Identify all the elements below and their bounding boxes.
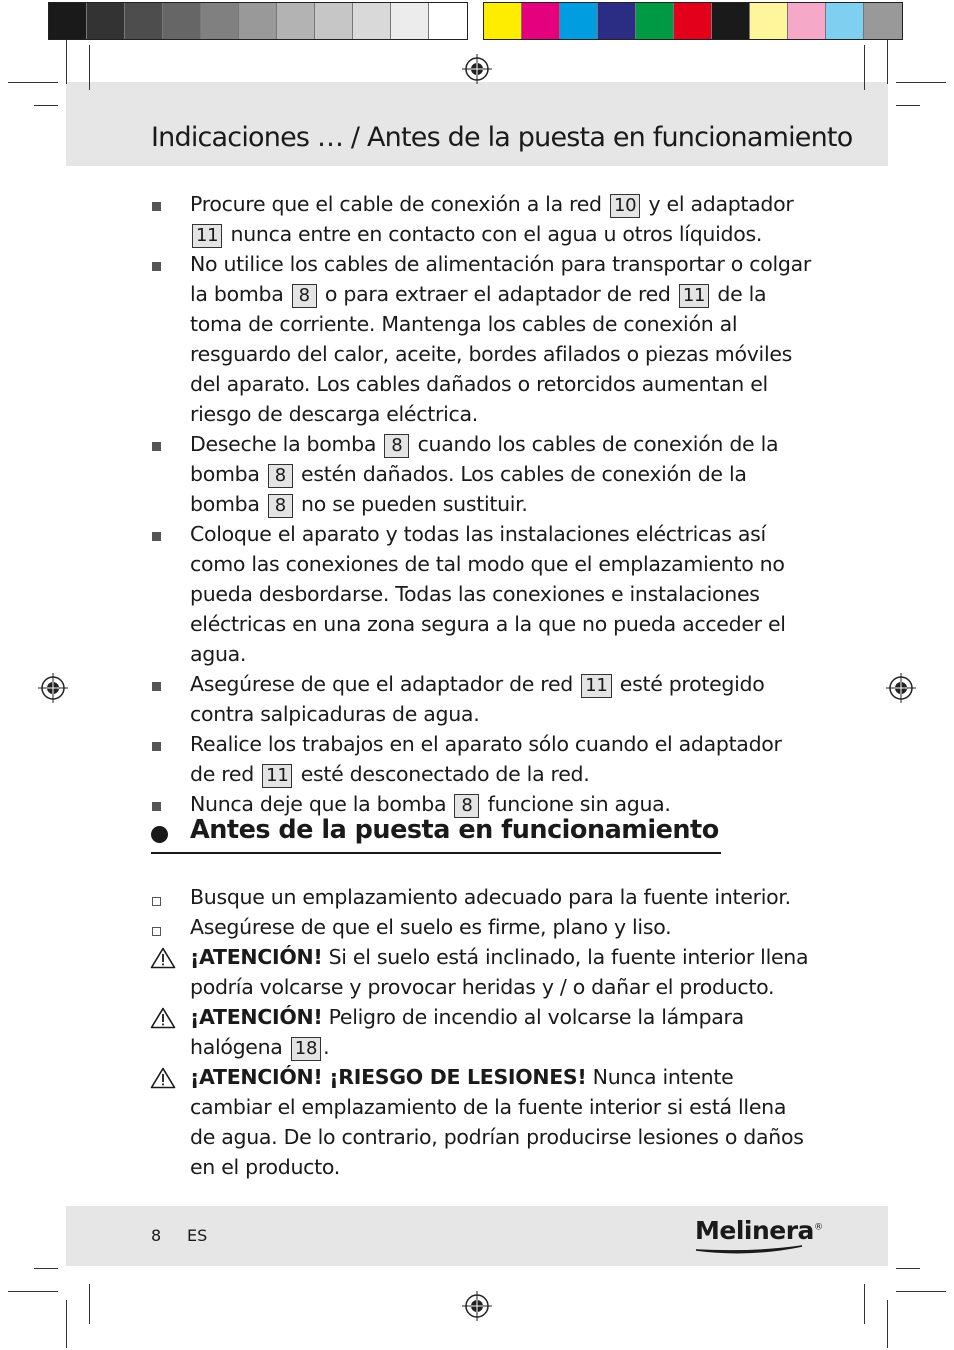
warning-triangle-icon — [150, 947, 176, 969]
registration-target-icon — [886, 673, 916, 703]
part-reference: 8 — [292, 284, 317, 308]
color-swatch — [353, 3, 391, 39]
item-text: . — [323, 1035, 330, 1059]
color-swatch — [636, 3, 674, 39]
item-text: de la toma de corriente. Mantenga los cables de conexión al resguardo del calor, aceite, bordes afilados o piezas móviles del aparato. Los cables dañados o retorcidos aumentan el riesgo de descarga eléctrica. — [190, 282, 793, 426]
color-swatch — [429, 3, 467, 39]
brand-mark: ® — [813, 1222, 823, 1233]
item-text: o para extraer el adaptador de red — [318, 282, 677, 306]
color-swatch — [49, 3, 87, 39]
part-reference: 11 — [192, 224, 222, 248]
list-item — [151, 912, 811, 942]
warning-label: ¡ATENCIÓN! — [190, 945, 323, 969]
list-item — [151, 942, 811, 1002]
item-text: esté protegido contra salpicaduras de agua. — [190, 672, 765, 726]
checkbox-bullet-icon — [152, 897, 161, 906]
color-swatch — [788, 3, 826, 39]
list-item — [151, 882, 811, 912]
logo-swoosh-icon — [694, 1244, 804, 1256]
item-text: Nunca intente cambiar el emplazamiento de la fuente interior si está llena de agua. De lo contrario, podrían producirse lesiones o daños en el producto. — [190, 1065, 804, 1179]
crop-mark — [864, 45, 865, 90]
color-swatch — [315, 3, 353, 39]
color-swatch — [826, 3, 864, 39]
crop-mark — [887, 1300, 888, 1348]
list-item — [151, 189, 811, 249]
item-text: Nunca deje que la bomba — [190, 792, 453, 816]
color-swatch — [750, 3, 788, 39]
crop-mark — [89, 1284, 90, 1324]
list-item — [151, 729, 811, 789]
warning-label: ¡ATENCIÓN! — [190, 1005, 323, 1029]
color-swatch — [674, 3, 712, 39]
crop-mark — [8, 1291, 58, 1292]
gray-color-bar — [48, 2, 468, 40]
color-swatch — [598, 3, 636, 39]
page-number: 8 — [151, 1226, 162, 1245]
square-bullet-icon — [152, 682, 161, 691]
crop-mark — [896, 1291, 946, 1292]
item-text: Asegúrese de que el adaptador de red — [190, 672, 580, 696]
registration-target-icon — [462, 54, 492, 84]
square-bullet-icon — [152, 742, 161, 751]
item-text: Procure que el cable de conexión a la red — [190, 192, 608, 216]
item-text: nunca entre en contacto con el agua u otros líquidos. — [224, 222, 763, 246]
bullet-dot-icon — [151, 826, 168, 843]
setup-list — [151, 882, 811, 1182]
crop-mark — [66, 40, 67, 84]
crop-mark — [89, 45, 90, 90]
brand-logo — [695, 1216, 822, 1245]
registration-target-icon — [38, 673, 68, 703]
color-swatch — [391, 3, 429, 39]
item-text: estén dañados. Los cables de conexión de la bomba — [190, 462, 747, 516]
item-text: Si el suelo está inclinado, la fuente interior llena podría volcarse y provocar heridas y / o dañar el producto. — [190, 945, 809, 999]
square-bullet-icon — [152, 802, 161, 811]
square-bullet-icon — [152, 532, 161, 541]
crop-mark — [887, 40, 888, 84]
warning-triangle-icon — [150, 1007, 176, 1029]
color-swatch — [864, 3, 902, 39]
list-item — [151, 249, 811, 429]
color-swatch — [125, 3, 163, 39]
item-text: Deseche la bomba — [190, 432, 383, 456]
crop-mark — [896, 1268, 920, 1269]
list-item — [151, 1062, 811, 1182]
color-swatch — [484, 3, 522, 39]
item-text: cuando los cables de conexión de la bomba — [190, 432, 779, 486]
item-text: esté desconectado de la red. — [294, 762, 590, 786]
list-item — [151, 669, 811, 729]
part-reference: 8 — [454, 794, 479, 818]
item-text: Busque un emplazamiento adecuado para la fuente interior. — [190, 885, 791, 909]
part-reference: 8 — [384, 434, 409, 458]
color-swatch — [87, 3, 125, 39]
brand-name: Melinera — [695, 1216, 814, 1245]
color-swatch — [522, 3, 560, 39]
color-swatch — [712, 3, 750, 39]
color-swatch — [560, 3, 598, 39]
color-swatch — [277, 3, 315, 39]
square-bullet-icon — [152, 262, 161, 271]
list-item — [151, 519, 811, 669]
section-title: Antes de la puesta en funcionamiento — [190, 815, 719, 845]
crop-mark — [34, 1268, 58, 1269]
part-reference: 11 — [581, 674, 611, 698]
checkbox-bullet-icon — [152, 927, 161, 936]
square-bullet-icon — [152, 202, 161, 211]
part-reference: 10 — [610, 194, 640, 218]
part-reference: 11 — [262, 764, 292, 788]
item-text: No utilice los cables de alimentación para transportar o colgar la bomba — [190, 252, 811, 306]
item-text: y el adaptador — [642, 192, 794, 216]
part-reference: 18 — [291, 1037, 321, 1061]
safety-list — [151, 189, 811, 819]
item-text: Asegúrese de que el suelo es firme, plano y liso. — [190, 915, 672, 939]
language-code: ES — [187, 1226, 208, 1245]
item-text: Coloque el aparato y todas las instalaciones eléctricas así como las conexiones de tal modo que el emplazamiento no pueda desbordarse. Todas las conexiones e instalaciones eléctricas en una zona segura a la que no pueda acceder el agua. — [190, 522, 786, 666]
item-text: Realice los trabajos en el aparato sólo cuando el adaptador de red — [190, 732, 782, 786]
part-reference: 11 — [679, 284, 709, 308]
square-bullet-icon — [152, 442, 161, 451]
warning-label: ¡ATENCIÓN! ¡RIESGO DE LESIONES! — [190, 1065, 587, 1089]
item-text: no se pueden sustituir. — [294, 492, 528, 516]
color-swatch — [201, 3, 239, 39]
crop-mark — [896, 82, 946, 83]
part-reference: 8 — [268, 494, 293, 518]
item-text: Peligro de incendio al volcarse la lámpara halógena — [190, 1005, 744, 1059]
item-text: funcione sin agua. — [481, 792, 671, 816]
crop-mark — [896, 105, 920, 106]
crop-mark — [66, 1300, 67, 1348]
color-swatch — [163, 3, 201, 39]
registration-target-icon — [462, 1291, 492, 1321]
list-item — [151, 429, 811, 519]
color-swatch — [239, 3, 277, 39]
page-title: Indicaciones … / Antes de la puesta en funcionamiento — [151, 122, 853, 153]
crop-mark — [34, 105, 58, 106]
list-item — [151, 1002, 811, 1062]
part-reference: 8 — [268, 464, 293, 488]
crop-mark — [8, 82, 58, 83]
process-color-bar — [483, 2, 903, 40]
warning-triangle-icon — [150, 1067, 176, 1089]
crop-mark — [864, 1284, 865, 1324]
heading-underline — [151, 852, 721, 854]
